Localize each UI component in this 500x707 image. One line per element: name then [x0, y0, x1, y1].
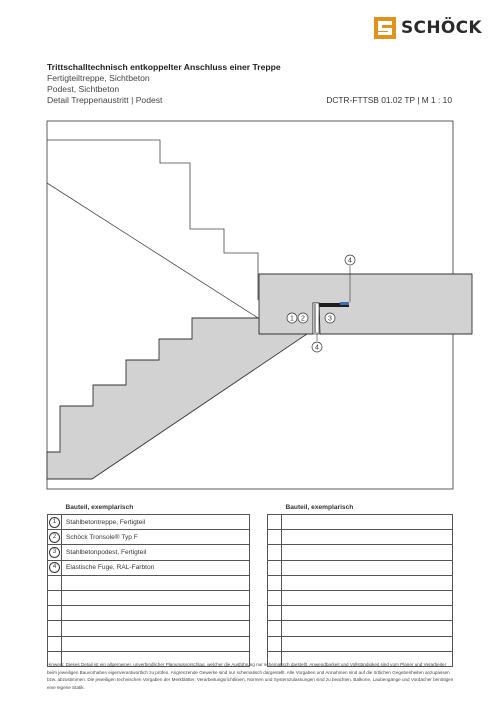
- document-title: Trittschalltechnisch entkoppelter Anschluss einer Treppe: [47, 62, 281, 72]
- stair-flight: [47, 315, 307, 479]
- callout-3: [325, 313, 335, 323]
- subtitle-detail: Detail Treppenaustritt | Podest: [47, 95, 163, 105]
- subtitle-stair: Fertigteiltreppe, Sichtbeton: [47, 73, 150, 83]
- legend-row-empty: [48, 606, 250, 621]
- upper-stair-outline: [47, 140, 258, 300]
- landing-slab: [259, 274, 472, 334]
- legend-row-empty: [48, 575, 250, 590]
- legend-header-right: Bauteil, exemplarisch: [282, 500, 453, 515]
- legend-row: 4 Elastische Fuge, RAL-Farbton: [48, 560, 250, 575]
- legend-row-empty: [268, 575, 453, 590]
- parts-legend-right: [267, 500, 453, 667]
- legend-row: 1 Stahlbetontreppe, Fertigteil: [48, 515, 250, 530]
- legend-row-empty: [268, 590, 453, 605]
- legend-row-empty: [268, 545, 453, 560]
- subtitle-landing: Podest, Sichtbeton: [47, 84, 120, 94]
- document-reference: DCTR-FTTSB 01.02 TP | M 1 : 10: [326, 95, 452, 105]
- legend-header-left: Bauteil, exemplarisch: [62, 500, 250, 515]
- legend-row-empty: [48, 621, 250, 636]
- legend-row-empty: [268, 621, 453, 636]
- legend-row-empty: [268, 560, 453, 575]
- svg-text:4: 4: [348, 257, 352, 265]
- brand-name: SCHÖCK: [401, 18, 482, 38]
- legend-row-empty: [268, 606, 453, 621]
- svg-text:1: 1: [290, 315, 294, 323]
- callout-4-bottom: [312, 342, 322, 352]
- callout-2: [298, 313, 308, 323]
- legend-row-empty: [268, 515, 453, 530]
- disclaimer-footnote: Hinweis: Dieses Detail ist ein allgemeiner, unverbindlicher Planungsvorschlag, welcher die Ausführung nur schematisch darstellt. Anwendbarkeit und Vollständigkeit sind vom Planer und Verarbeiter beim jeweiligen Bauvorhaben eigenverantwortlich zu prüfen. Angrenzende Gewerke sind nur schematisch dargestellt. Alle Vorgaben und Annahmen sind auf die örtlichen Gegebenheiten anzupassen bzw. abzustimmen. Die jeweiligen technischen Vorgaben der Merkblätter, Verarbeitungsrichtlinien, Normen und Systemzulassungen sind zu beachten. Balkone, Laubengänge und Vordächer benötigen eine eigene Statik.: [47, 662, 454, 690]
- legend-row-empty: [268, 636, 453, 651]
- callout-1: [287, 313, 297, 323]
- svg-text:4: 4: [315, 344, 319, 352]
- svg-text:3: 3: [328, 315, 332, 323]
- parts-legend-left: [47, 500, 250, 667]
- callout-4-top: [345, 255, 355, 265]
- svg-text:2: 2: [301, 315, 305, 323]
- legend-row: 2 Schöck Tronsole® Typ F: [48, 530, 250, 545]
- upper-stair-soffit: [47, 183, 258, 318]
- legend-row-empty: [48, 636, 250, 651]
- legend-row-empty: [268, 530, 453, 545]
- legend-row-empty: [48, 590, 250, 605]
- legend-row: 3 Stahlbetonpodest, Fertigteil: [48, 545, 250, 560]
